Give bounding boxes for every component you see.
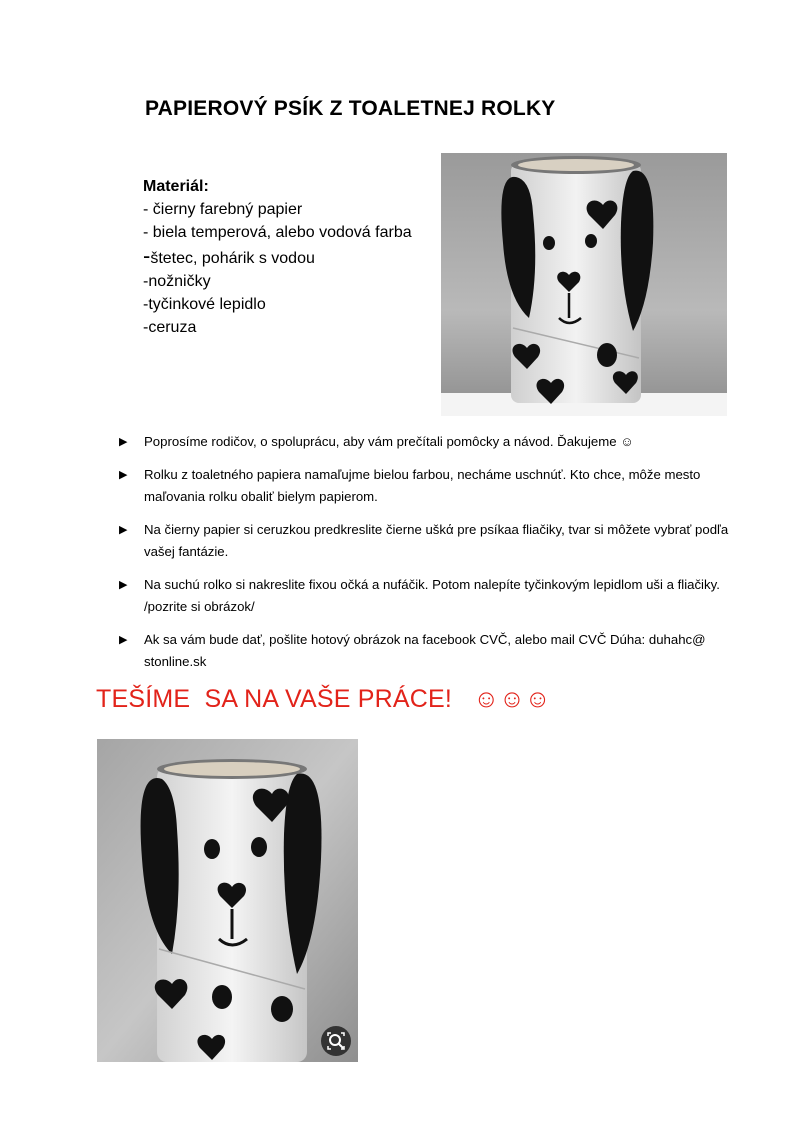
materials-list <box>143 175 412 339</box>
list-item <box>117 519 737 563</box>
material-item: -tyčinkové lepidlo <box>143 296 266 313</box>
material-item-text: štetec, pohárik s vodou <box>150 250 315 267</box>
material-item: - biela temperová, alebo vodová farba <box>143 224 412 241</box>
search-zoom-icon[interactable] <box>321 1026 351 1056</box>
step-text: Ak sa vám bude dať, pošlite hotový obrázok na facebook CVČ, alebo mail CVČ Dúha: duhahc@ stonline.sk <box>144 632 706 669</box>
closing-message: TEŠÍME SA NA VAŠE PRÁCE! ☺☺☺ <box>96 685 551 713</box>
triangle-right-icon: ▶ <box>119 579 128 591</box>
materials-heading: Materiál: <box>143 178 209 195</box>
material-item: -nožničky <box>143 273 211 290</box>
list-item <box>117 574 737 618</box>
step-text: Na čierny papier si ceruzkou predkreslite čierne uškά pre psíkaa fliačiky, tvar si môžete vybrať podľa vašej fantázie. <box>144 522 729 559</box>
material-item: -ceruza <box>143 319 197 336</box>
step-text: Poprosíme rodičov, o spoluprácu, aby vám prečítali pomôcky a návod. Ďakujeme ☺ <box>144 434 634 449</box>
material-item: - čierny farebný papier <box>143 201 303 218</box>
step-text: Rolku z toaletného papiera namaľujme bielou farbou, necháme uschnúť. Kto chce, môže mesto maľovania rolku obaliť bielym papierom. <box>144 467 701 504</box>
list-item <box>117 431 737 453</box>
list-item <box>117 629 737 673</box>
dog-craft-image <box>441 153 727 416</box>
triangle-right-icon: ▶ <box>119 469 128 481</box>
triangle-right-icon: ▶ <box>119 436 128 448</box>
material-item <box>143 244 412 270</box>
list-item <box>117 464 737 508</box>
dog-craft-photo-large <box>97 739 358 1062</box>
page-title: PAPIEROVÝ PSÍK Z TOALETNEJ ROLKY <box>145 97 556 120</box>
instructions-list <box>117 431 737 684</box>
triangle-right-icon: ▶ <box>119 524 128 536</box>
triangle-right-icon: ▶ <box>119 634 128 646</box>
dog-craft-image-large <box>97 739 358 1062</box>
dog-craft-photo <box>441 153 727 416</box>
step-text: Na suchú rolko si nakreslite fixou očká a nufáčik. Potom nalepíte tyčinkovým lepidlom uši a fliačiky. /pozrite si obrázok/ <box>144 577 720 614</box>
magnifier-icon <box>321 1026 351 1056</box>
material-dash: - <box>143 243 151 268</box>
